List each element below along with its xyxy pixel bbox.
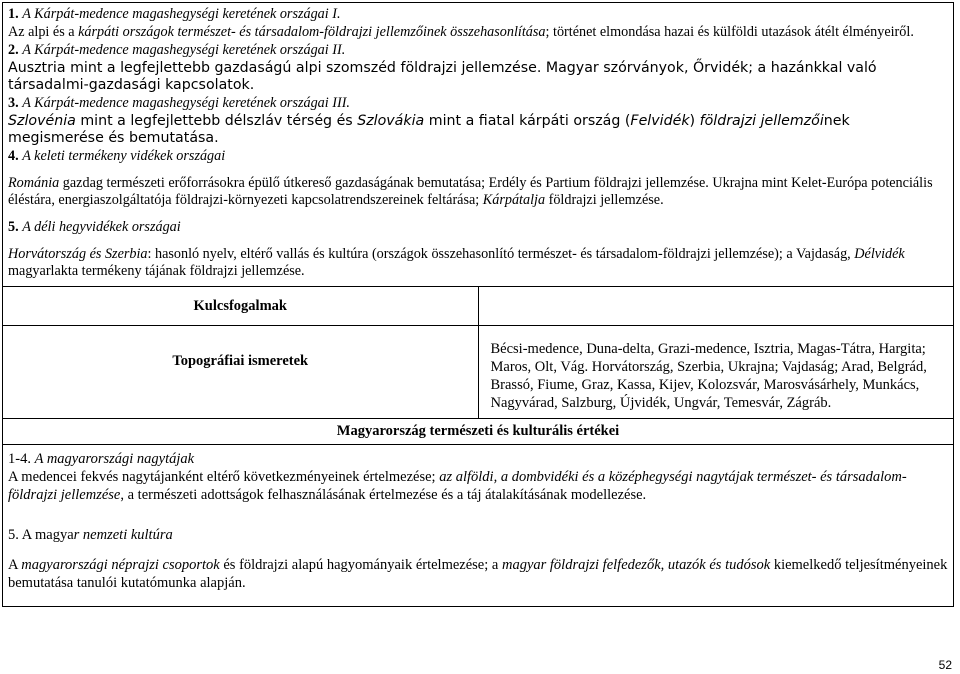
values-title: Magyarország természeti és kulturális értékei xyxy=(3,419,954,445)
section-title: A keleti termékeny vidékek országai xyxy=(22,148,226,164)
section-3-heading xyxy=(8,95,948,112)
section-title: A Kárpát-medence magashegységi keretének országai II. xyxy=(22,42,346,58)
item-number: 1-4. xyxy=(8,451,31,467)
section-number: 4. xyxy=(8,148,19,164)
sections-row xyxy=(3,3,954,287)
curriculum-table xyxy=(2,2,954,607)
section-number: 2. xyxy=(8,42,19,58)
item-number: 5. xyxy=(8,527,19,543)
values-title-row xyxy=(3,419,954,445)
section-1-body: Az alpi és a kárpáti országok természet- és társadalom-földrajzi jellemzőinek összehasonlítása; történet elmondása hazai és külföldi utazások átélt élményeiről. xyxy=(8,24,914,40)
section-title: A déli hegyvidékek országai xyxy=(22,219,181,235)
section-number: 3. xyxy=(8,95,19,111)
key-concepts-content xyxy=(478,287,954,326)
values-body-row xyxy=(3,445,954,607)
item-title: r nemzeti kultúra xyxy=(73,527,173,543)
section-number: 5. xyxy=(8,219,19,235)
values-item-1-heading xyxy=(8,450,948,468)
topography-row xyxy=(3,326,954,419)
key-concepts-label: Kulcsfogalmak xyxy=(3,287,479,326)
page-number: 52 xyxy=(938,658,952,672)
section-number: 1. xyxy=(8,6,19,22)
item-title: A magyarországi nagytájak xyxy=(34,451,195,467)
section-4-body: Románia gazdag természeti erőforrásokra épülő útkereső gazdaságának bemutatása; Erdély és Partium földrajzi jellemzése. Ukrajna mint Kelet-Európa potenciális éléstára, energiaszolgáltatója földrajzi-környezeti kapcsolatrendszereinek feltárása; Kárpátalja földrajzi jellemzése. xyxy=(8,175,933,208)
document-page xyxy=(2,2,954,607)
key-concepts-row xyxy=(3,287,954,326)
section-5-heading xyxy=(8,219,948,236)
sections-cell xyxy=(3,3,954,287)
topography-label: Topográfiai ismeretek xyxy=(3,326,479,419)
values-body xyxy=(3,445,954,607)
section-title: A Kárpát-medence magashegységi keretének országai III. xyxy=(22,95,350,111)
topography-content: Bécsi-medence, Duna-delta, Grazi-medence, Isztria, Magas-Tátra, Hargita; Maros, Olt, Vág. Horvátország, Szerbia, Ukrajna; Vajdaság; Arad, Belgrád, Brassó, Fiume, Graz, Kassa, Kijev, Kolozsvár, Marosvásárhely, Munkács, Nagyvárad, Salzburg, Újvidék, Ungvár, Temesvár, Zágráb. xyxy=(478,326,954,419)
section-4-heading xyxy=(8,148,948,165)
section-2-heading xyxy=(8,42,948,59)
section-title: A Kárpát-medence magashegységi keretének országai I. xyxy=(22,6,341,22)
section-2-body: Ausztria mint a legfejlettebb gazdaságú alpi szomszéd földrajzi jellemzése. Magyar szórványok, Őrvidék; a hazánkkal való társadalmi-gazdasági kapcsolatok. xyxy=(8,60,877,93)
section-1-heading xyxy=(8,6,948,23)
values-item-2-heading: 5. A magyar nemzeti kultúra xyxy=(8,527,173,543)
section-5-body: Horvátország és Szerbia: hasonló nyelv, eltérő vallás és kultúra (országok összehasonlító természet- és társadalom-földrajzi jellemzése); a Vajdaság, Délvidék magyarlakta termékeny tájának földrajzi jellemzése. xyxy=(8,246,905,279)
values-item-1-body: A medencei fekvés nagytájanként eltérő következményeinek értelmezése; az alföldi, a dombvidéki és a középhegységi nagytájak természet- és társadalom-földrajzi jellemzése, a természeti adottságok felhasználásának értelmezése és a táj átalakításának modellezése. xyxy=(8,469,907,503)
values-item-2-body: A magyarországi néprajzi csoportok és földrajzi alapú hagyományaik értelmezése; a magyar földrajzi felfedezők, utazók és tudósok kiemelkedő teljesítményeinek bemutatása tanulói kutatómunka alapján. xyxy=(8,557,948,591)
section-3-body: Szlovénia mint a legfejlettebb délszláv térség és Szlovákia mint a fiatal kárpáti ország (Felvidék) földrajzi jellemzőinek megismerése és bemutatása. xyxy=(8,113,850,146)
